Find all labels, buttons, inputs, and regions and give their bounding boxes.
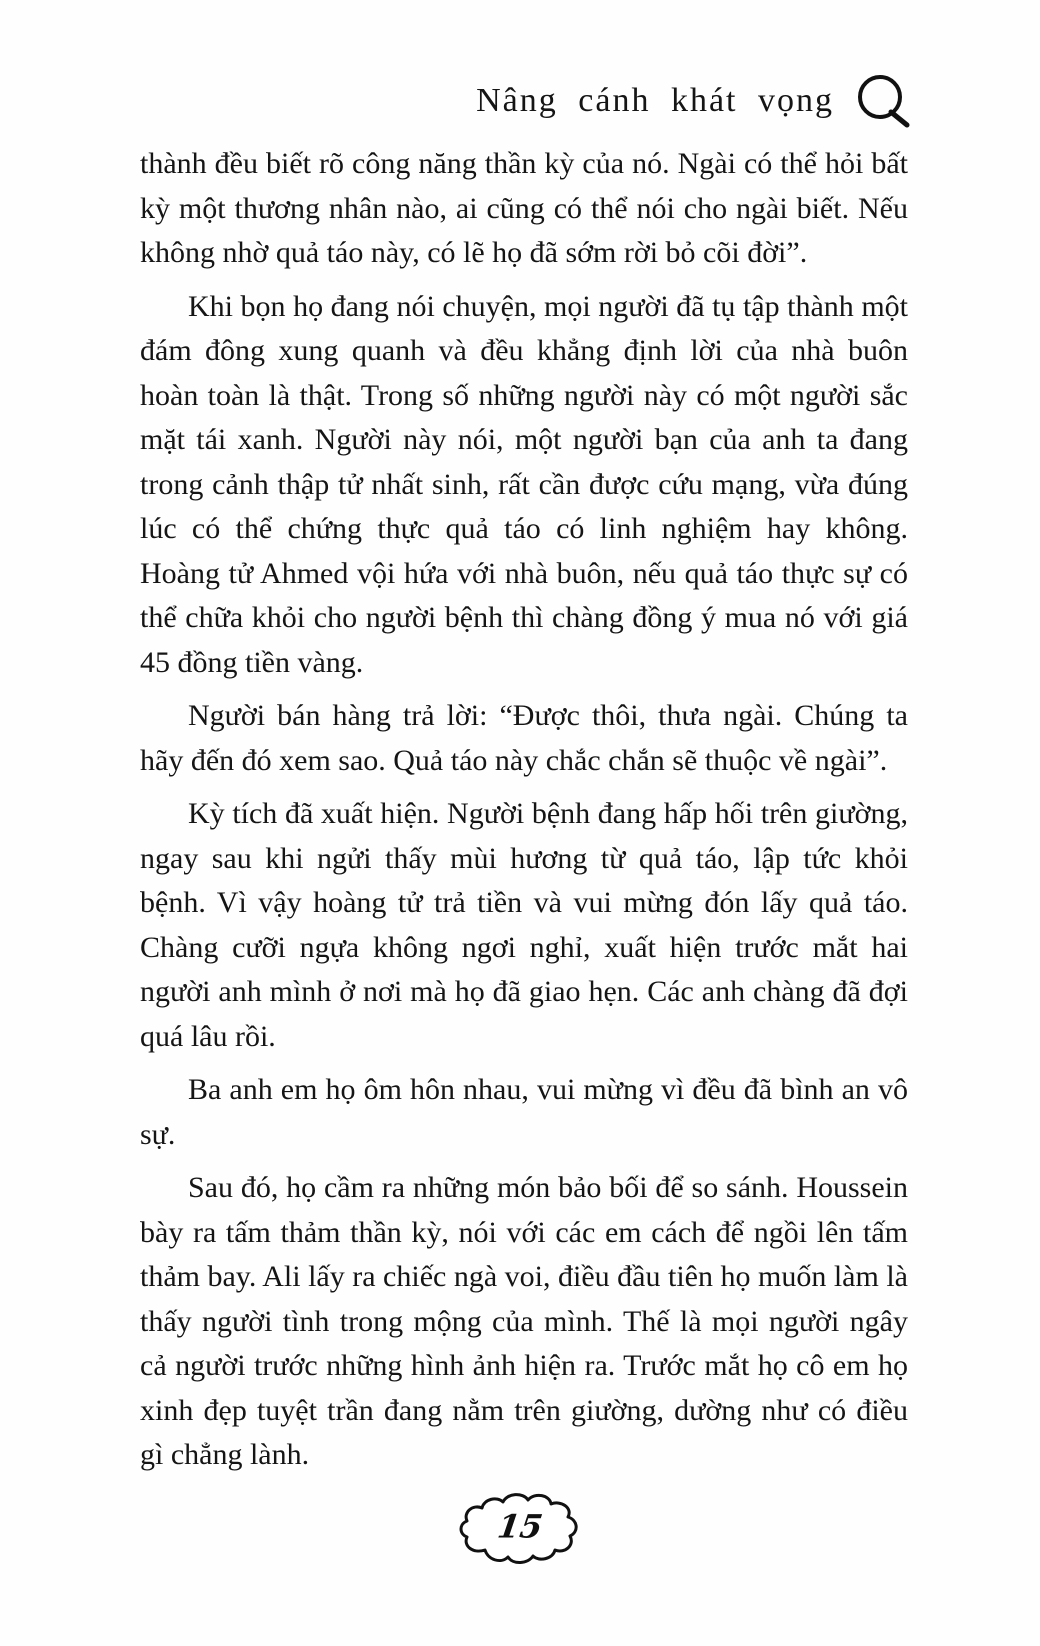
paragraph: thành đều biết rõ công năng thần kỳ của nó. Ngài có thể hỏi bất kỳ một thương nhân nào, ai cũng có thể nói cho ngài biết. Nếu không nhờ quả táo này, có lẽ họ đã sớm rời bỏ cõi đời”. <box>140 147 908 269</box>
page-body <box>140 142 908 1487</box>
paragraph: Khi bọn họ đang nói chuyện, mọi người đã tụ tập thành một đám đông xung quanh và đều khẳng định lời của nhà buôn hoàn toàn là thật. Trong số những người này có một người sắc mặt tái xanh. Người này nói, một người bạn của anh ta đang trong cảnh thập tử nhất sinh, rất cần được cứu mạng, vừa đúng lúc có thể chứng thực quả táo có linh nghiệm hay không. Hoàng tử Ahmed vội hứa với nhà buôn, nếu quả táo thực sự có thể chữa khỏi cho người bệnh thì chàng đồng ý mua nó với giá 45 đồng tiền vàng. <box>140 289 908 679</box>
paragraph: Ba anh em họ ôm hôn nhau, vui mừng vì đều đã bình an vô sự. <box>140 1073 908 1151</box>
paragraph: Kỳ tích đã xuất hiện. Người bệnh đang hấp hối trên giường, ngay sau khi ngửi thấy mùi hương từ quả táo, lập tức khỏi bệnh. Vì vậy hoàng tử trả tiền và vui mừng đón lấy quả táo. Chàng cưỡi ngựa không ngơi nghỉ, xuất hiện trước mắt hai người anh mình ở nơi mà họ đã giao hẹn. Các anh chàng đã đợi quá lâu rồi. <box>140 797 908 1053</box>
page-number: 15 <box>495 1507 545 1546</box>
paragraph: Người bán hàng trả lời: “Được thôi, thưa ngài. Chúng ta hãy đến đó xem sao. Quả táo này chắc chắn sẽ thuộc về ngài”. <box>140 699 908 777</box>
page-number-cloud <box>455 1488 585 1568</box>
running-header <box>140 72 910 130</box>
q-circle-ornament-icon <box>854 72 910 130</box>
running-header-title: Nâng cánh khát vọng <box>476 82 834 119</box>
paragraph: Sau đó, họ cầm ra những món bảo bối để so sánh. Houssein bày ra tấm thảm thần kỳ, nói với các em cách để ngồi lên tấm thảm bay. Ali lấy ra chiếc ngà voi, điều đầu tiên họ muốn làm là thấy người tình trong mộng của mình. Thế là mọi người ngây cả người trước những hình ảnh hiện ra. Trước mắt họ cô em họ xinh đẹp tuyệt trần đang nằm trên giường, dường như có điều gì chẳng lành. <box>140 1171 908 1471</box>
